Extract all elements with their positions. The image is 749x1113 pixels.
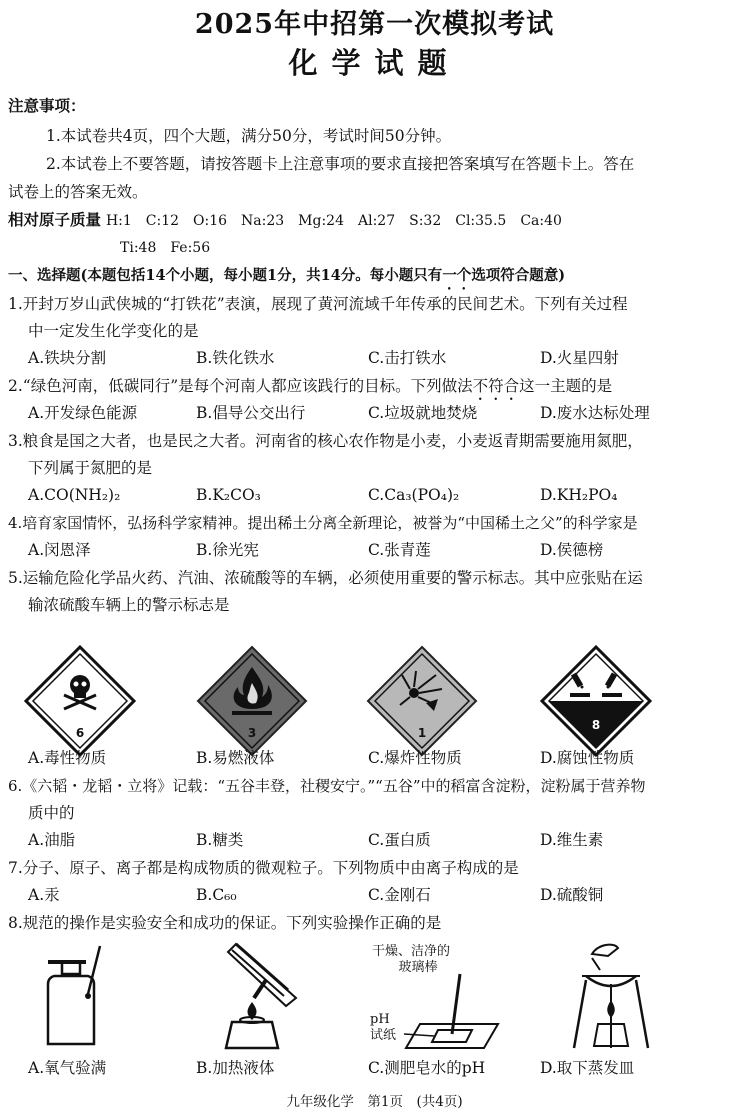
notice-item-2a: 2.本试卷上不要答题，请按答题卡上注意事项的要求直接把答案填写在答题卡上。答在 xyxy=(46,155,635,173)
q8-option-b[interactable]: B.加热液体 xyxy=(196,1059,275,1077)
q2-option-d[interactable]: D.废水达标处理 xyxy=(540,404,650,422)
q7-option-c[interactable]: C.金刚石 xyxy=(368,886,431,904)
q6-line2: 质中的 xyxy=(28,804,75,822)
q1-options xyxy=(0,347,749,369)
q5-option-b[interactable]: B.易燃液体 xyxy=(196,749,275,767)
q7-line1: 7.分子、原子、离子都是构成物质的微观粒子。下列物质中由离子构成的是 xyxy=(8,859,519,877)
flammable-sign-icon xyxy=(196,645,308,757)
q6-option-b[interactable]: B.糖类 xyxy=(196,831,244,849)
q1-option-d[interactable]: D.火星四射 xyxy=(540,349,619,367)
q1-option-a[interactable]: A.铁块分割 xyxy=(28,349,107,367)
q4-options xyxy=(0,539,749,561)
atomic-mass-line xyxy=(8,209,562,232)
q1-option-b[interactable]: B.铁化铁水 xyxy=(196,349,275,367)
q2-pre: 2.“绿色河南，低碳同行”是每个河南人都应该践行的目标。下列做法 xyxy=(8,377,473,395)
q7-option-a[interactable]: A.汞 xyxy=(28,886,60,904)
ph-label xyxy=(370,1012,396,1044)
q6-option-c[interactable]: C.蛋白质 xyxy=(368,831,431,849)
rod-label-2: 玻璃棒 xyxy=(398,960,438,975)
q4-line1: 4.培育家国情怀，弘扬科学家精神。提出稀土分离全新理论，被誉为“中国稀土之父”的科学家是 xyxy=(8,514,638,532)
section-heading xyxy=(8,265,565,293)
q3-option-d[interactable]: D.KH₂PO₄ xyxy=(540,486,618,504)
q2-options xyxy=(0,402,749,424)
q3-line1: 3.粮食是国之大者，也是民之大者。河南省的核心农作物是小麦，小麦返青期需要施用氮肥， xyxy=(8,432,643,450)
atomic-mass-values-1: H:1 C:12 O:16 Na:23 Mg:24 Al:27 S:32 Cl:35.5 Ca:40 xyxy=(105,213,562,229)
notice-item-2b: 试卷上的答案无效。 xyxy=(8,183,148,201)
toxic-sign-icon xyxy=(24,645,136,757)
q8-option-c[interactable]: C.测肥皂水的pH xyxy=(368,1059,486,1077)
toxic-sign-number: 6 xyxy=(75,726,85,740)
q3-option-c[interactable]: C.Ca₃(PO₄)₂ xyxy=(368,486,460,504)
page-footer: 九年级化学 第1页 (共4页) xyxy=(286,1094,463,1110)
q5-line2: 输浓硫酸车辆上的警示标志是 xyxy=(28,596,230,614)
q3-line2: 下列属于氮肥的是 xyxy=(28,459,153,477)
q1-line1: 1.开封万岁山武侠城的“打铁花”表演，展现了黄河流域千年传承的民间艺术。下列有关过程 xyxy=(8,295,628,313)
q4-option-a[interactable]: A.闵恩泽 xyxy=(28,541,91,559)
oxygen-test-bottle-icon xyxy=(38,940,128,1055)
q1-line2: 中一定发生化学变化的是 xyxy=(28,322,199,340)
ph-label-2: 试纸 xyxy=(370,1028,397,1043)
exam-title: 2025年中招第一次模拟考试 xyxy=(194,9,555,40)
q3-options xyxy=(0,484,749,506)
q5-options xyxy=(0,747,749,769)
q2-post: 这一主题的是 xyxy=(519,377,613,395)
explosive-sign-icon xyxy=(366,645,478,757)
q6-line1: 6.《六韬・龙韬・立将》记载：“五谷丰登，社稷安宁。”“五谷”中的稻富含淀粉，淀粉属于营养物 xyxy=(8,777,646,795)
section-heading-emph: 一个 xyxy=(442,267,472,284)
notice-item-1: 1.本试卷共4页，四个大题，满分50分，考试时间50分钟。 xyxy=(46,127,452,145)
q7-option-b[interactable]: B.C₆₀ xyxy=(196,886,237,904)
q6-option-a[interactable]: A.油脂 xyxy=(28,831,76,849)
heating-liquid-icon xyxy=(196,940,306,1055)
rod-label-1: 干燥、洁净的 xyxy=(372,944,451,959)
ph-label-1: pH xyxy=(370,1012,390,1027)
subject-title: 化学试题 xyxy=(288,46,461,80)
q8-option-a[interactable]: A.氧气验满 xyxy=(28,1059,107,1077)
q6-options xyxy=(0,829,749,851)
q8-options xyxy=(0,1057,749,1079)
q2-option-a[interactable]: A.开发绿色能源 xyxy=(28,404,138,422)
rod-label xyxy=(372,944,450,976)
q2-option-c[interactable]: C.垃圾就地焚烧 xyxy=(368,404,478,422)
corrosive-sign-icon xyxy=(540,645,652,757)
explosive-sign-number: 1 xyxy=(417,726,427,740)
q7-options xyxy=(0,884,749,906)
q8-option-d[interactable]: D.取下蒸发皿 xyxy=(540,1059,635,1077)
q7-option-d[interactable]: D.硫酸铜 xyxy=(540,886,604,904)
q1-option-c[interactable]: C.击打铁水 xyxy=(368,349,447,367)
evaporating-dish-icon xyxy=(556,940,666,1055)
atomic-mass-values-2: Ti:48 Fe:56 xyxy=(120,240,211,256)
q4-option-c[interactable]: C.张青莲 xyxy=(368,541,431,559)
q3-option-a[interactable]: A.CO(NH₂)₂ xyxy=(28,486,121,504)
q6-option-d[interactable]: D.维生素 xyxy=(540,831,604,849)
q2-line1 xyxy=(8,375,612,404)
q5-line1: 5.运输危险化学品火药、汽油、浓硫酸等的车辆，必须使用重要的警示标志。其中应张贴在运 xyxy=(8,569,643,587)
atomic-mass-label: 相对原子质量 xyxy=(8,210,102,229)
notice-heading: 注意事项： xyxy=(8,96,86,115)
q4-option-d[interactable]: D.侯德榜 xyxy=(540,541,604,559)
flammable-sign-number: 3 xyxy=(247,726,257,740)
q5-option-a[interactable]: A.毒性物质 xyxy=(28,749,107,767)
q2-option-b[interactable]: B.倡导公交出行 xyxy=(196,404,306,422)
q8-line1: 8.规范的操作是实验安全和成功的保证。下列实验操作正确的是 xyxy=(8,914,442,932)
q4-option-b[interactable]: B.徐光宪 xyxy=(196,541,259,559)
corrosive-sign-number: 8 xyxy=(591,718,601,732)
q3-option-b[interactable]: B.K₂CO₃ xyxy=(196,486,261,504)
q5-option-d[interactable]: D.腐蚀性物质 xyxy=(540,749,635,767)
section-heading-a: 一、选择题(本题包括14个小题，每小题1分，共14分。每小题只有 xyxy=(8,267,443,284)
section-heading-b: 选项符合题意) xyxy=(471,267,566,284)
q2-emph: 不符合 xyxy=(472,377,520,395)
q5-option-c[interactable]: C.爆炸性物质 xyxy=(368,749,462,767)
